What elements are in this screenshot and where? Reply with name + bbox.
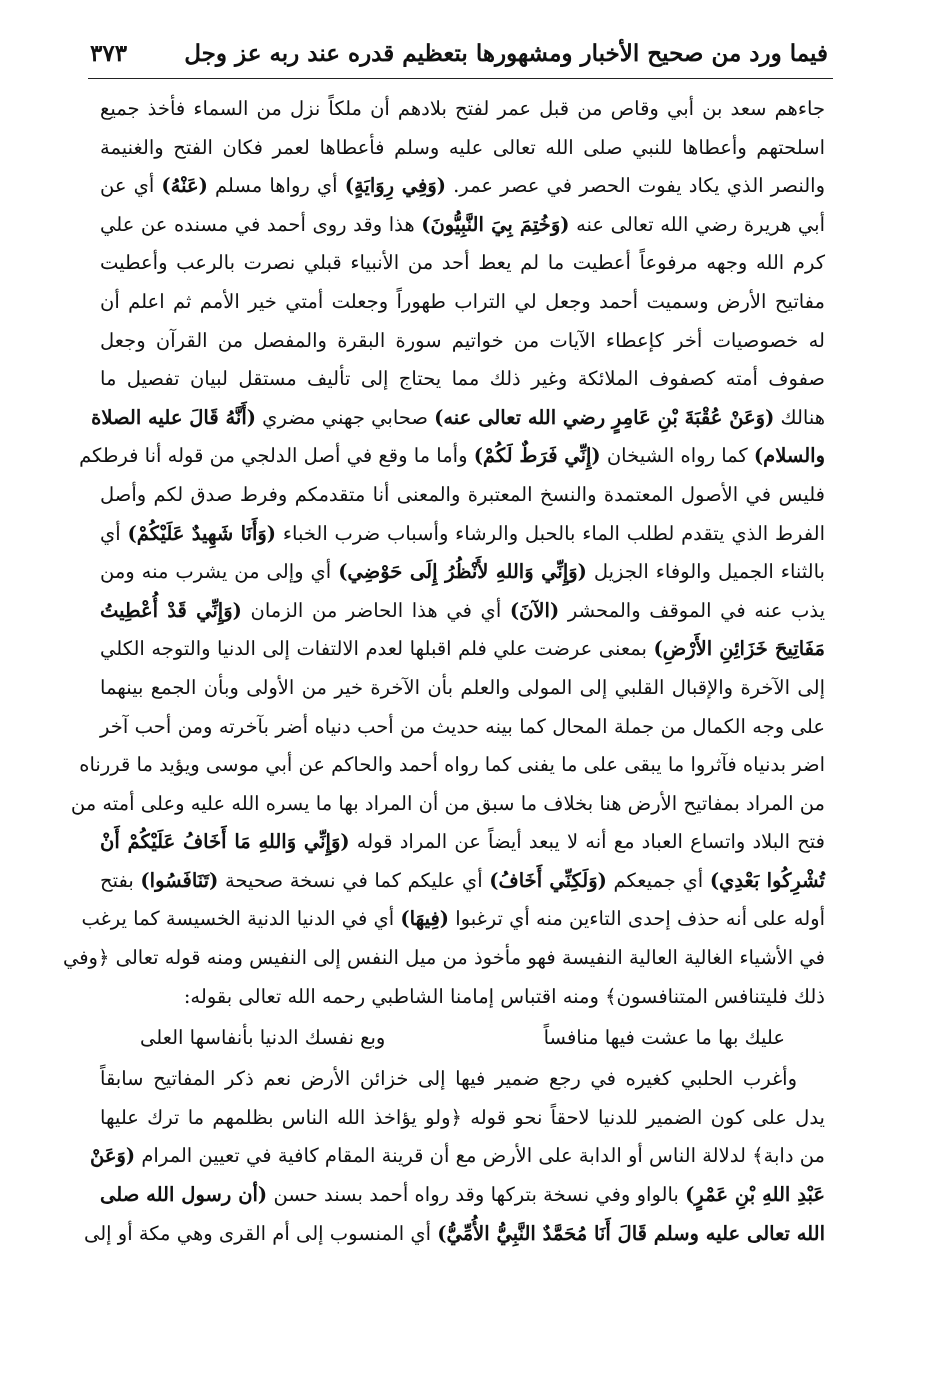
text-line [100,90,825,129]
hadith-text: (وَخُتِمَ بِيَ النَّبِيُّونَ) [421,212,570,236]
text-segment: أي [100,521,128,545]
hadith-text: (أَنَّهُ قَالَ عليه الصلاة [91,405,256,429]
text-segment: على وجه الكمال من جملة المحال كما بينه حديث من أحب دنياه أضر بآخرته ومن أحب آخر [100,714,825,738]
text-line [100,823,825,862]
hadith-text: (إِنِّي فَرَطٌ لَكُمْ) [473,444,601,468]
page-number: ٣٧٣ [90,39,128,67]
text-line [100,244,825,283]
hadith-text: والسلام) [753,444,825,468]
text-segment: أي المنسوب إلى أم القرى وهي مكة أو إلى [83,1221,438,1245]
text-line [100,283,825,322]
text-segment: أي في هذا الحاضر من الزمان [241,598,510,622]
paragraph-commentary [62,90,826,1016]
text-segment: أي جميعكم [606,868,710,892]
text-segment: اسلحتهم وأعطاها للنبي صلى الله تعالى عليه وسلم فأعطاها لعمر فكان الفتح والغنيمة [100,135,825,159]
hadith-text: (الآنَ) [509,598,560,622]
text-segment: فتح البلاد واتساع العباد مع أنه لا يبعد أيضاً عن المراد قوله [349,830,825,854]
hadith-text: (وَأَنَا شَهِيدٌ عَلَيْكُمْ) [127,521,277,545]
text-segment: من المراد بمفاتيح الأرض هنا بخلاف ما سبق من أن المراد بها ما يسره الله عليه وعلى أمته من [70,791,825,815]
text-segment: هذا وقد روى أحمد في مسنده عن علي [100,212,422,236]
text-line [91,399,825,438]
text-line [100,669,825,708]
verse-second-hemistich: وبع نفسك الدنيا بأنفاسها العلى [140,1025,386,1049]
text-segment: أي في الدنيا الدنية الخسيسة كما يرغب [81,907,401,931]
hadith-text: (وَعَنْ [90,1144,136,1168]
hadith-text: مَفَاتِيحَ خَزَائِنِ الأَرْضِ) [653,637,825,661]
hadith-text: (وَفِي رِوَايَةٍ) [344,174,446,198]
running-title: فيما ورد من صحيح الأخبار ومشهورها بتعظيم قدره عند ربه عز وجل [184,39,828,67]
page-header [90,30,828,76]
text-line [100,322,825,361]
hadith-text: (وَعَنْ عُقْبَةَ بْنِ عَامِرٍ رضي الله تعالى عنه) [434,405,775,429]
text-line [100,553,825,592]
hadith-text: (وَإِنِّي وَاللهِ مَا أَخَافُ عَلَيْكُمْ أَنْ [100,830,350,854]
text-segment: أي عليكم كما في نسخة صحيحة [218,868,490,892]
text-segment: أي رواها مسلم [207,174,345,198]
hadith-text: عَبْدِ اللهِ بْنِ عَمْرٍ) [685,1183,825,1207]
text-segment: أوله على أنه حذف إحدى التاءين منه أي ترغبوا [449,907,825,931]
text-segment: بمعنى عرضت علي فلم اقبلها لعدم الالتفات إلى الدنيا والتوجه الكلي [100,637,654,661]
text-segment: ذلك فليتنافس المتنافسون﴾ ومنه اقتباس إمامنا الشاطبي رحمه الله تعالى بقوله: [183,984,825,1008]
text-segment: بفتح [100,868,141,892]
text-line [100,630,825,669]
text-line [100,515,825,554]
text-line [90,1137,825,1176]
text-segment: بالواو وفي نسخة بتركها وقد رواه أحمد بسند حسن [267,1183,686,1207]
text-line [100,360,825,399]
text-segment: أي وإلى من يشرب منه ومن [100,560,339,584]
text-segment: كرم الله وجهه مرفوعاً أعطيت ما لم يعط أحد من الأنبياء قبلي نصرت بالرعب وأعطيت [100,251,825,275]
text-segment: يذب عنه في الموقف والمحشر [559,598,825,622]
text-line [100,1099,825,1138]
text-segment: الفرط الذي يتقدم لطلب الماء بالحبل والرشاء وأسباب ضرب الخباء [276,521,825,545]
text-segment: أبي هريرة رضي الله تعالى عنه [569,212,826,236]
hadith-text: (أن رسول الله صلى [100,1183,268,1207]
hadith-text: (وَلَكِنِّي أَخَافُ) [489,868,607,892]
text-segment: هنالك [774,405,825,429]
text-line [70,785,825,824]
text-line [100,862,825,901]
hadith-text: (تَنَافَسُوا) [140,868,219,892]
text-segment: وأغرب الحلبي كغيره في رجع ضمير فيها إلى خزائن الأرض نعم ذكر المفاتيح سابقاً [100,1067,797,1091]
text-line [81,900,825,939]
header-rule [88,78,833,79]
text-segment: في الأشياء الغالية العالية النفيسة فهو مأخوذ من ميل النفس إلى النفيس ومنه قوله تعالى ﴿وفي [62,946,825,970]
text-segment: له خصوصيات أخر كإعطاء الآيات من خواتيم سورة البقرة والمفصل من القرآن وجعل [100,328,825,352]
verse-first-hemistich: عليك بها ما عشت فيها منافساً [543,1025,785,1049]
body-text [62,90,826,1253]
text-line [79,746,825,785]
text-segment: فليس في الأصول المعتمدة والنسخ المعتبرة والمعنى أنا متقدمكم وفرط صدق لكم وأصل [100,482,825,506]
text-segment: والنصر الذي يكاد يفوت الحصر في عصر عمر. [446,174,825,198]
hadith-text: الله تعالى عليه وسلم قَالَ أَنَا مُحَمَّدٌ النَّبِيُّ الأُمِّيُّ) [437,1221,825,1245]
hadith-text: (وَإِنِّي قَدْ أُعْطِيتُ [100,598,242,622]
text-segment: صفوف أمته كصفوف الملائكة وغير ذلك مما يحتاج إلى تأليف مستقل لبيان تفصيل ما [100,367,825,391]
hadith-text: (وَإِنِّي وَاللهِ لأَنْظُرُ إِلَى حَوْضِي) [338,560,587,584]
text-line [100,1060,825,1099]
text-line [100,978,825,1017]
text-line [100,708,825,747]
text-line [79,437,825,476]
hadith-text: (فِيهَا) [400,907,450,931]
text-line [62,939,825,978]
text-segment: جاءهم سعد بن أبي وقاص من قبل عمر لفتح بلادهم أن ملكاً نزل من السماء فأخذ جميع [100,97,825,120]
text-segment: اضر بدنياه فآثروا ما يبقى على ما يفنى كما رواه أحمد والحاكم عن أبي موسى ويؤيد ما قررناه [79,753,825,777]
text-segment: وأما ما وقع في أصل الدلجي من قوله أنا فرطكم [79,444,474,468]
poetry-verse [100,1016,825,1060]
text-line [100,167,825,206]
paragraph-continuation [83,1060,825,1253]
text-line [100,129,825,168]
text-line [100,206,825,245]
hadith-text: تُشْرِكُوا بَعْدِي) [709,868,825,892]
text-segment: يدل على كون الضمير للدنيا لاحقاً نحو قوله ﴿ولو يؤاخذ الله الناس بظلمهم ما ترك عليها [100,1105,825,1129]
text-line [100,476,825,515]
text-line [100,1176,825,1215]
text-segment: أي عن [100,174,162,198]
text-line [100,592,825,631]
text-segment: كما رواه الشيخان [600,444,754,468]
text-line [83,1215,825,1254]
text-segment: مفاتيح الأرض وسميت أحمد وجعل لي التراب طهوراً وجعلت أمتي خير الأمم ثم اعلم أن [100,289,825,313]
text-segment: بالثناء الجميل والوفاء الجزيل [586,560,825,584]
text-segment: صحابي جهني مضري [255,405,435,429]
hadith-text: (عَنْهُ) [161,174,208,198]
text-segment: إلى الآخرة والإقبال القلبي إلى المولى والعلم بأن الآخرة خير من الأولى وبأن الجمع بينهما [100,675,825,699]
text-segment: من دابة﴾ لدلالة الناس أو الدابة على الأرض مع أن قرينة المقام كافية في تعيين المرام [135,1144,825,1168]
